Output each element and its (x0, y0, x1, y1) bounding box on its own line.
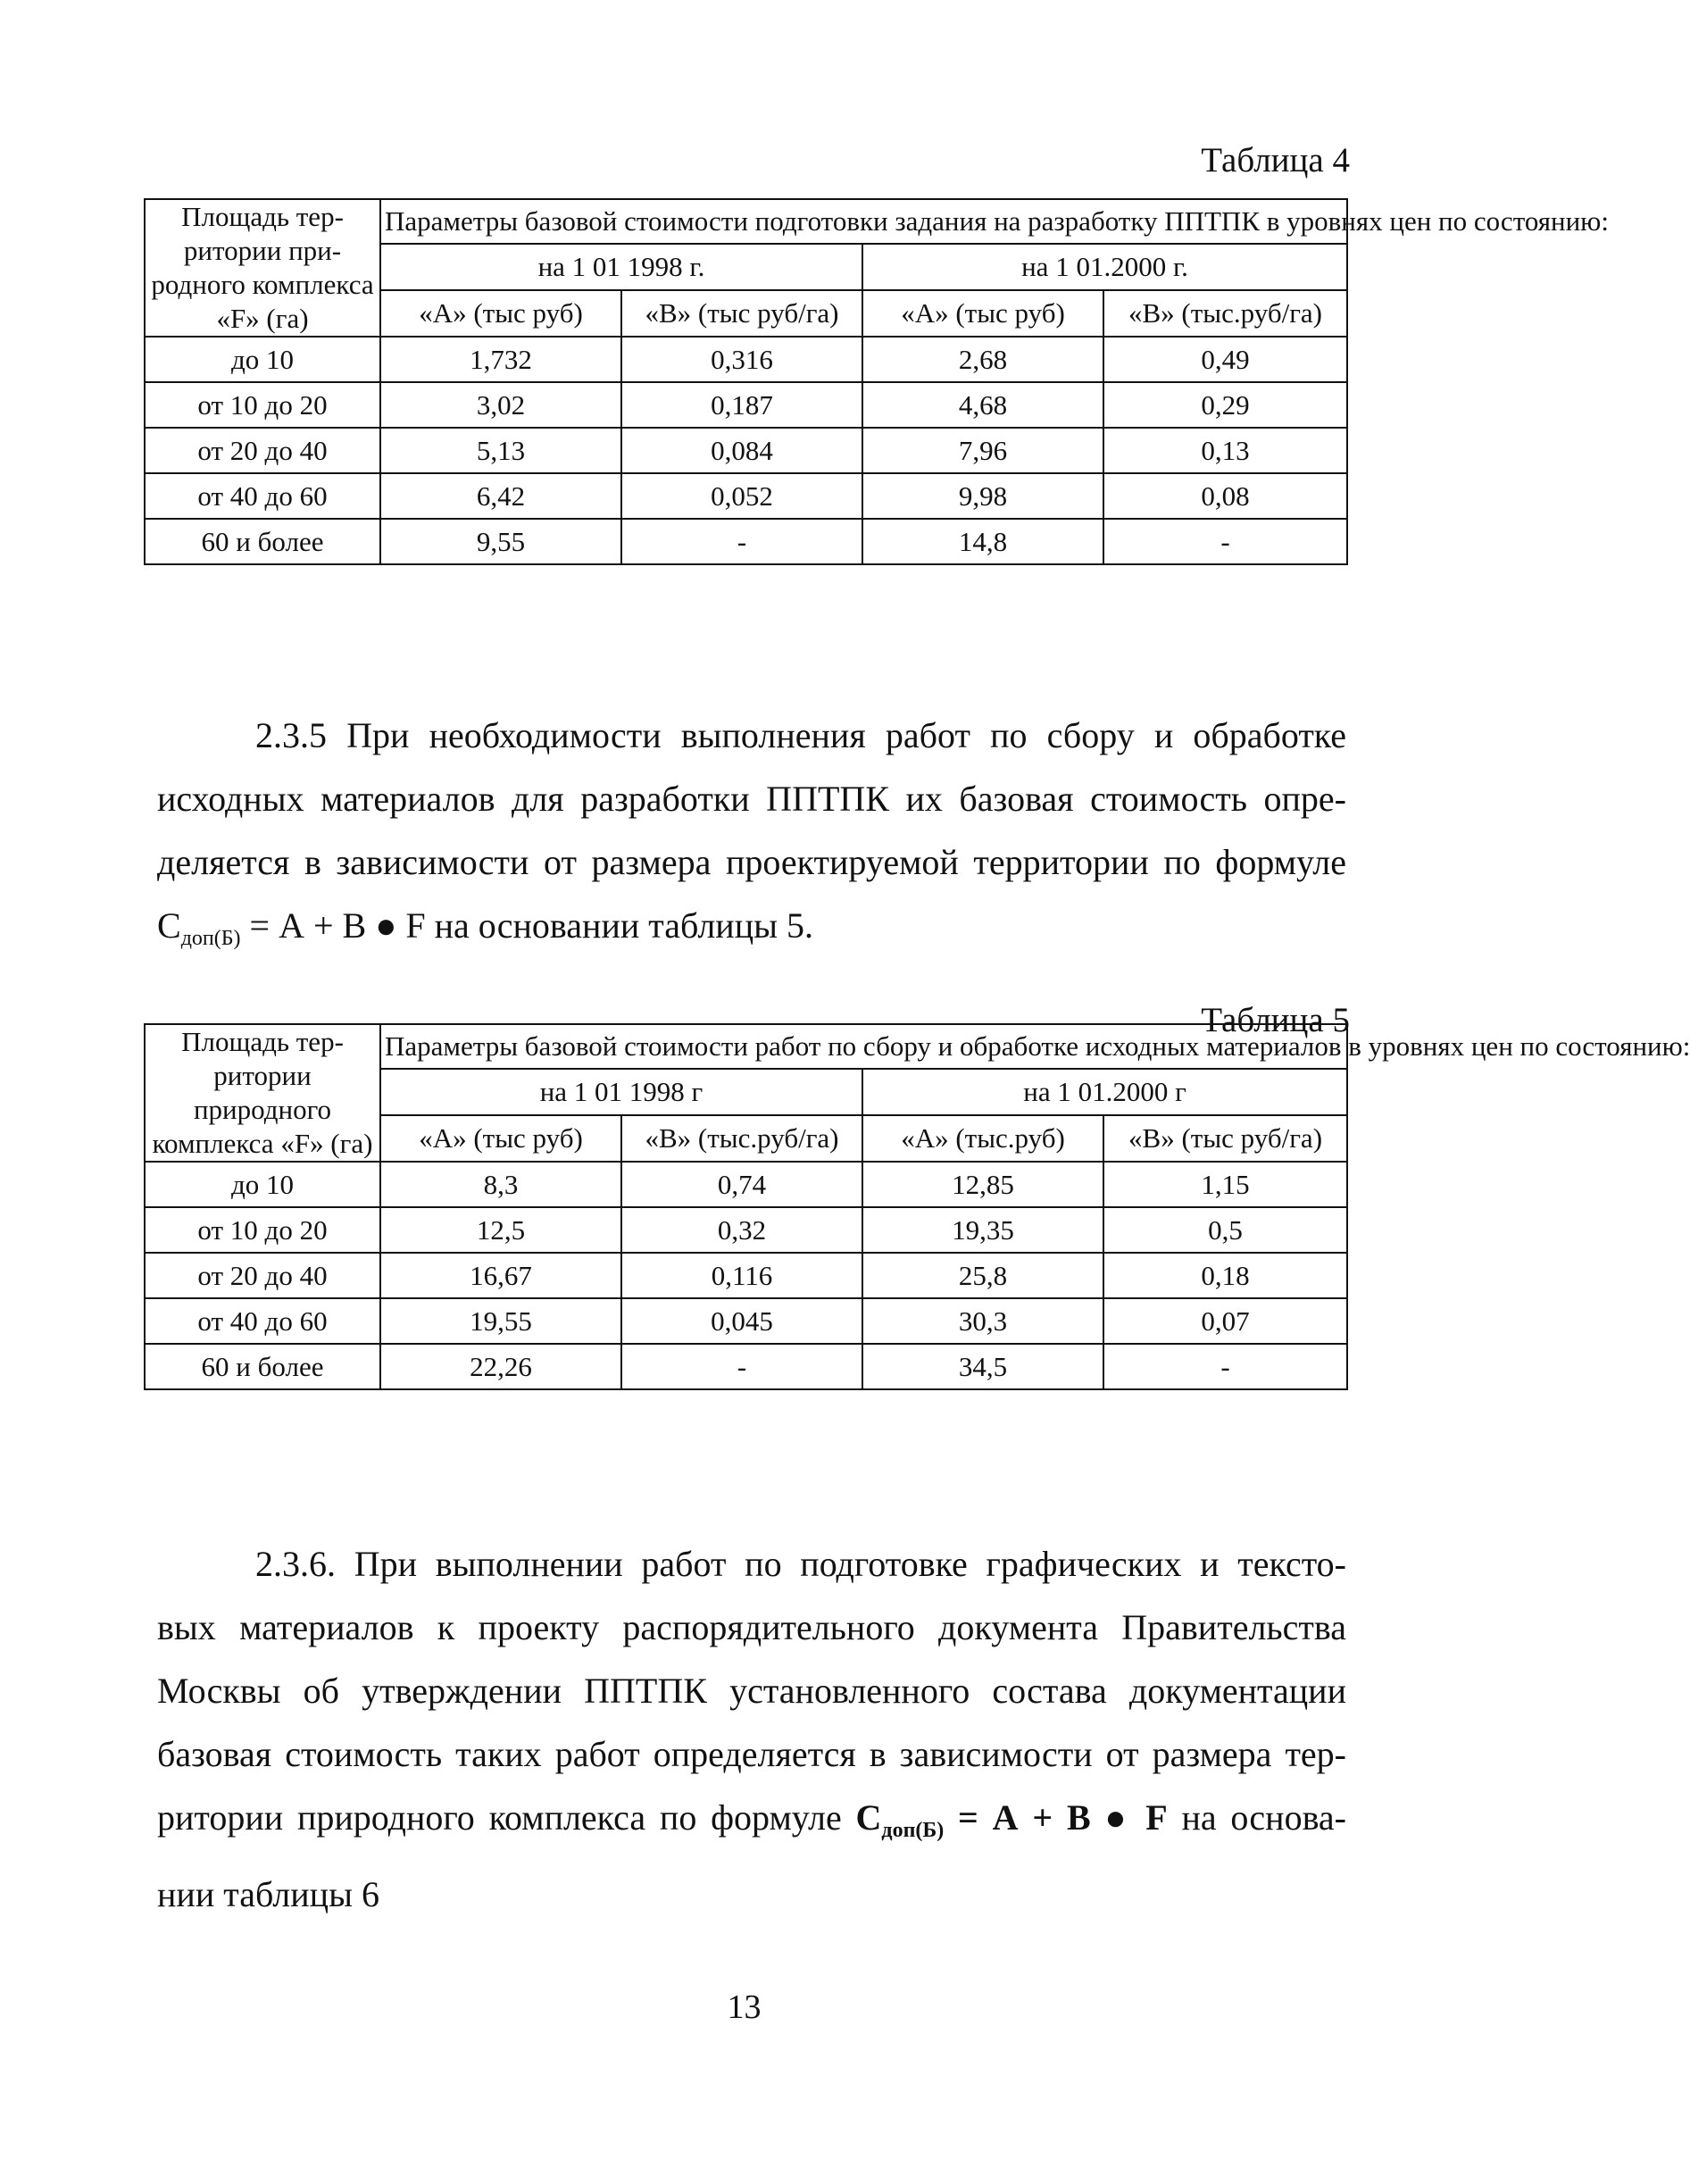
value-cell: 0,187 (621, 382, 862, 428)
value-cell: 0,316 (621, 337, 862, 382)
table5-col-a-2000: «А» (тыс.руб) (862, 1115, 1103, 1162)
value-cell: 6,42 (380, 473, 621, 519)
table-row (145, 337, 1347, 382)
table4-col-a-1998: «А» (тыс руб) (380, 290, 621, 337)
paragraph-line: исходных материалов для разработки ППТПК их базовая стоимость опре- (157, 779, 1346, 819)
value-cell: 9,55 (380, 519, 621, 564)
table-row (145, 1162, 1347, 1207)
table5-main-header: Параметры базовой стоимости работ по сбору и обработке исходных материалов в уровнях цен по состоянию: (380, 1024, 1347, 1069)
table5-period-2000: на 1 01.2000 г (862, 1069, 1347, 1115)
value-cell: 0,045 (621, 1298, 862, 1344)
paragraph-2-3-5 (157, 704, 1346, 971)
value-cell: 7,96 (862, 428, 1103, 473)
table4-col-b-2000: «В» (тыс.руб/га) (1103, 290, 1347, 337)
value-cell: 34,5 (862, 1344, 1103, 1389)
formula-subscript: доп(Б) (180, 927, 241, 950)
value-cell: 0,49 (1103, 337, 1347, 382)
value-cell: 12,5 (380, 1207, 621, 1253)
table-row (145, 473, 1347, 519)
value-cell: 14,8 (862, 519, 1103, 564)
value-cell: 0,18 (1103, 1253, 1347, 1298)
table4-caption: Таблица 4 (1201, 141, 1350, 179)
table5-stub-header: Площадь тер-ритории природного комплекса «F» (га) (145, 1024, 380, 1162)
value-cell: 25,8 (862, 1253, 1103, 1298)
value-cell: 0,08 (1103, 473, 1347, 519)
paragraph-2-3-6 (157, 1532, 1346, 1926)
value-cell: 0,29 (1103, 382, 1347, 428)
formula-line (157, 1786, 1346, 1863)
value-cell: 30,3 (862, 1298, 1103, 1344)
value-cell: 1,732 (380, 337, 621, 382)
value-cell: - (621, 1344, 862, 1389)
value-cell: 0,07 (1103, 1298, 1347, 1344)
table4-col-b-1998: «В» (тыс руб/га) (621, 290, 862, 337)
table4-col-a-2000: «А» (тыс руб) (862, 290, 1103, 337)
area-cell: от 40 до 60 (145, 1298, 380, 1344)
formula-text: = А + В ● F (944, 1797, 1168, 1838)
page-number: 13 (727, 1988, 762, 2026)
value-cell: 3,02 (380, 382, 621, 428)
formula-text: = А + В ● F на основании таблицы 5. (240, 905, 813, 946)
value-cell: 4,68 (862, 382, 1103, 428)
paragraph-text: на основа- (1167, 1797, 1347, 1838)
table-row (145, 1253, 1347, 1298)
paragraph-line: нии таблицы 6 (157, 1874, 379, 1914)
value-cell: 0,74 (621, 1162, 862, 1207)
formula-line (157, 894, 1346, 971)
area-cell: до 10 (145, 1162, 380, 1207)
paragraph-line: базовая стоимость таких работ определяется в зависимости от размера тер- (157, 1734, 1346, 1774)
value-cell: 16,67 (380, 1253, 621, 1298)
value-cell: 0,5 (1103, 1207, 1347, 1253)
paragraph-line: 2.3.6. При выполнении работ по подготовке графических и тексто- (255, 1544, 1346, 1584)
area-cell: от 20 до 40 (145, 428, 380, 473)
paragraph-text: ритории природного комплекса по формуле (157, 1797, 856, 1838)
formula-subscript: доп(Б) (881, 1819, 945, 1842)
value-cell: 19,55 (380, 1298, 621, 1344)
formula-symbol: С (855, 1797, 882, 1838)
value-cell: - (621, 519, 862, 564)
value-cell: 19,35 (862, 1207, 1103, 1253)
paragraph-line: деляется в зависимости от размера проектируемой территории по формуле (157, 842, 1346, 882)
value-cell: - (1103, 1344, 1347, 1389)
value-cell: 22,26 (380, 1344, 621, 1389)
value-cell: 0,084 (621, 428, 862, 473)
table4-main-header: Параметры базовой стоимости подготовки задания на разработку ППТПК в уровнях цен по состоянию: (380, 199, 1347, 244)
area-cell: от 20 до 40 (145, 1253, 380, 1298)
table-row (145, 1344, 1347, 1389)
table5 (144, 1023, 1690, 1390)
area-cell: 60 и более (145, 1344, 380, 1389)
value-cell: 1,15 (1103, 1162, 1347, 1207)
value-cell: 2,68 (862, 337, 1103, 382)
value-cell: 12,85 (862, 1162, 1103, 1207)
table4-period-2000: на 1 01.2000 г. (862, 244, 1347, 290)
table4-stub-header: Площадь тер-ритории при-родного комплекса «F» (га) (145, 199, 380, 337)
value-cell: 5,13 (380, 428, 621, 473)
formula-symbol: С (157, 905, 181, 946)
area-cell: от 10 до 20 (145, 382, 380, 428)
table5-col-b-2000: «В» (тыс руб/га) (1103, 1115, 1347, 1162)
table-row (145, 1298, 1347, 1344)
paragraph-line: вых материалов к проекту распорядительного документа Правительства (157, 1607, 1346, 1647)
table5-period-1998: на 1 01 1998 г (380, 1069, 862, 1115)
paragraph-line: 2.3.5 При необходимости выполнения работ по сбору и обработке (255, 715, 1346, 755)
table5-col-b-1998: «В» (тыс.руб/га) (621, 1115, 862, 1162)
value-cell: 0,052 (621, 473, 862, 519)
table-row (145, 1207, 1347, 1253)
value-cell: - (1103, 519, 1347, 564)
value-cell: 9,98 (862, 473, 1103, 519)
paragraph-line: Москвы об утверждении ППТПК установленного состава документации (157, 1671, 1346, 1711)
value-cell: 0,32 (621, 1207, 862, 1253)
area-cell: от 10 до 20 (145, 1207, 380, 1253)
area-cell: до 10 (145, 337, 380, 382)
table4-period-1998: на 1 01 1998 г. (380, 244, 862, 290)
area-cell: 60 и более (145, 519, 380, 564)
table5-caption: Таблица 5 (1201, 1001, 1350, 1039)
table-row (145, 382, 1347, 428)
area-cell: от 40 до 60 (145, 473, 380, 519)
value-cell: 0,13 (1103, 428, 1347, 473)
table-row (145, 428, 1347, 473)
table4 (144, 198, 1609, 565)
value-cell: 0,116 (621, 1253, 862, 1298)
table-row (145, 519, 1347, 564)
value-cell: 8,3 (380, 1162, 621, 1207)
table5-col-a-1998: «А» (тыс руб) (380, 1115, 621, 1162)
